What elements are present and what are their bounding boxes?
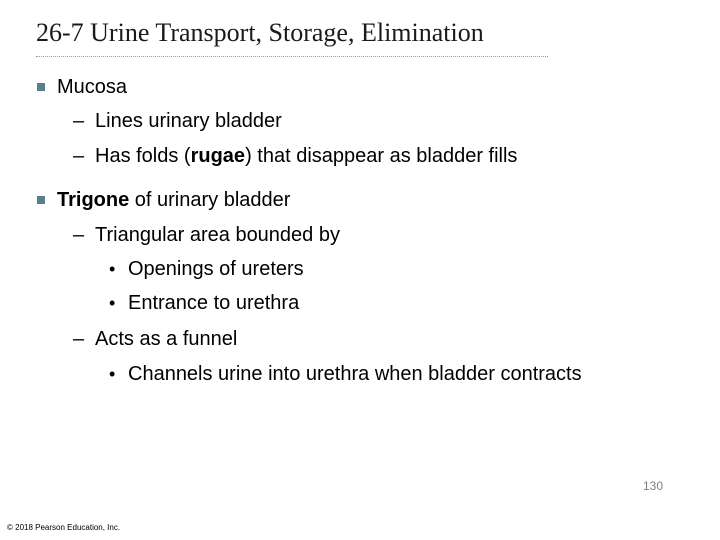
- bullet-triangular-area: Triangular area bounded by: [95, 224, 340, 246]
- folds-text-pre: Has folds (: [95, 145, 191, 167]
- bullet-lines-bladder: Lines urinary bladder: [95, 110, 282, 132]
- folds-text-post: ) that disappear as bladder fills: [245, 145, 518, 167]
- trigone-text: of urinary bladder: [129, 189, 291, 211]
- trigone-term: Trigone: [57, 189, 130, 211]
- bullet-acts-funnel: Acts as a funnel: [95, 328, 238, 350]
- dot-bullet-icon: •: [109, 293, 116, 313]
- page-number: 130: [643, 479, 664, 493]
- dash-bullet-icon: –: [73, 224, 85, 246]
- bullet-channels-urine: Channels urine into urethra when bladder contracts: [128, 363, 582, 385]
- bullet-trigone: [57, 188, 290, 212]
- copyright-notice: © 2018 Pearson Education, Inc.: [7, 523, 121, 532]
- rugae-term: rugae: [190, 145, 246, 167]
- bullet-entrance-urethra: Entrance to urethra: [128, 292, 300, 314]
- square-bullet-icon: [37, 196, 45, 204]
- bullet-folds: [95, 144, 517, 168]
- dash-bullet-icon: –: [73, 328, 85, 350]
- slide-title: 26-7 Urine Transport, Storage, Elimination: [36, 18, 484, 47]
- dash-bullet-icon: –: [73, 110, 85, 132]
- dot-bullet-icon: •: [109, 364, 116, 384]
- dash-bullet-icon: –: [73, 145, 85, 167]
- dot-bullet-icon: •: [109, 259, 116, 279]
- square-bullet-icon: [37, 83, 45, 91]
- bullet-mucosa: Mucosa: [57, 76, 128, 98]
- title-divider: [36, 56, 548, 57]
- bullet-openings-ureters: Openings of ureters: [128, 258, 304, 280]
